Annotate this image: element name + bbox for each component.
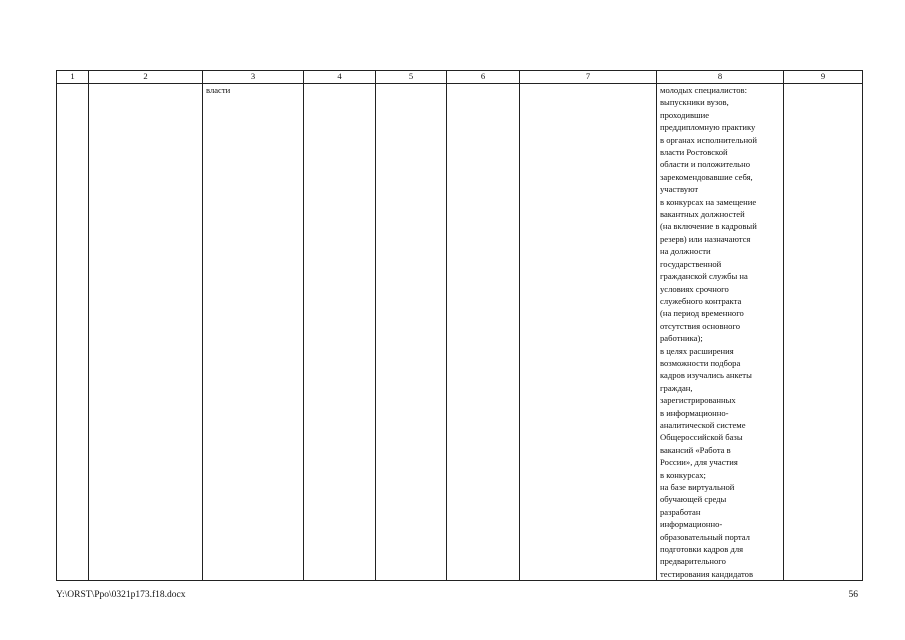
cell-text-line: обучающей среды [660, 494, 727, 505]
cell-text-line: зарекомендовавшие себя, [660, 171, 753, 182]
column-header-4: 4 [304, 71, 376, 84]
page-number: 56 [848, 590, 858, 600]
cell-text-line: (на включение в кадровый [660, 221, 757, 232]
cell-text-line: вакансий «Работа в [660, 444, 731, 455]
column-header-9: 9 [784, 71, 863, 84]
cell-text-line: зарегистрированных [660, 395, 736, 406]
cell-text-line: информационно- [660, 519, 723, 530]
cell-text-line: на базе виртуальной [660, 482, 735, 492]
cell-text-line: аналитической системе [660, 419, 746, 430]
cell-text-line: граждан, [660, 382, 693, 393]
cell-text-line: кадров изучались анкеты [660, 370, 752, 381]
cell-text-line: подготовки кадров для [660, 544, 744, 555]
cell-text-line: в конкурсах; [660, 469, 706, 480]
cell-text-line: гражданской службы на [660, 271, 748, 282]
cell-text-line: участвуют [660, 184, 699, 195]
cell-text-line: области и положительно [660, 159, 750, 170]
cell-col-9 [784, 84, 863, 581]
header-row [57, 71, 863, 84]
cell-text-line: преддипломную практику [660, 122, 756, 133]
data-table [56, 70, 863, 581]
cell-text-line: проходившие [660, 109, 710, 120]
cell-text-line: власти Ростовской [660, 147, 728, 158]
cell-text-line: России», для участия [660, 457, 738, 468]
cell-col-8 [657, 84, 784, 581]
cell-col-4 [304, 84, 376, 581]
cell-col-1 [57, 84, 89, 581]
cell-col-2 [89, 84, 203, 581]
cell-text-line: работника); [660, 333, 703, 344]
cell-text-line: предварительного [660, 556, 726, 567]
cell-text-line: выпускники вузов, [660, 97, 729, 108]
column-header-2: 2 [89, 71, 203, 84]
cell-text-line: разработан [660, 506, 701, 517]
cell-text-line: образовательный портал [660, 531, 750, 542]
cell-text-line: в органах исполнительной [660, 134, 757, 145]
cell-col-3: власти [203, 84, 304, 581]
cell-text-line: молодых специалистов: [660, 85, 747, 95]
cell-text-line: государственной [660, 258, 722, 269]
cell-text-line: Общероссийской базы [660, 432, 743, 443]
cell-text-line: в целях расширения [660, 345, 734, 356]
column-header-1: 1 [57, 71, 89, 84]
footer-file-path: Y:\ORST\Ppo\0321p173.f18.docx [56, 590, 186, 600]
cell-text-line: тестирования кандидатов [660, 568, 753, 579]
cell-text-line: резерв) или назначаются [660, 233, 751, 244]
cell-text-line: вакантных должностей [660, 209, 745, 220]
cell-col-7 [520, 84, 657, 581]
cell-text-line: служебного контракта [660, 295, 742, 306]
cell-text-line: отсутствия основного [660, 320, 741, 331]
cell-text-line: на должности [660, 246, 711, 257]
cell-text-line: условиях срочного [660, 283, 729, 294]
cell-text-line: возможности подбора [660, 357, 741, 368]
column-header-5: 5 [376, 71, 447, 84]
column-header-3: 3 [203, 71, 304, 84]
cell-col-6 [447, 84, 520, 581]
cell-text-line: в конкурсах на замещение [660, 196, 757, 207]
cell-text-line: (на период временного [660, 308, 744, 319]
cell-col-5 [376, 84, 447, 581]
column-header-8: 8 [657, 71, 784, 84]
table-row [57, 84, 863, 581]
column-header-7: 7 [520, 71, 657, 84]
cell-text-line: в информационно- [660, 407, 729, 418]
column-header-6: 6 [447, 71, 520, 84]
